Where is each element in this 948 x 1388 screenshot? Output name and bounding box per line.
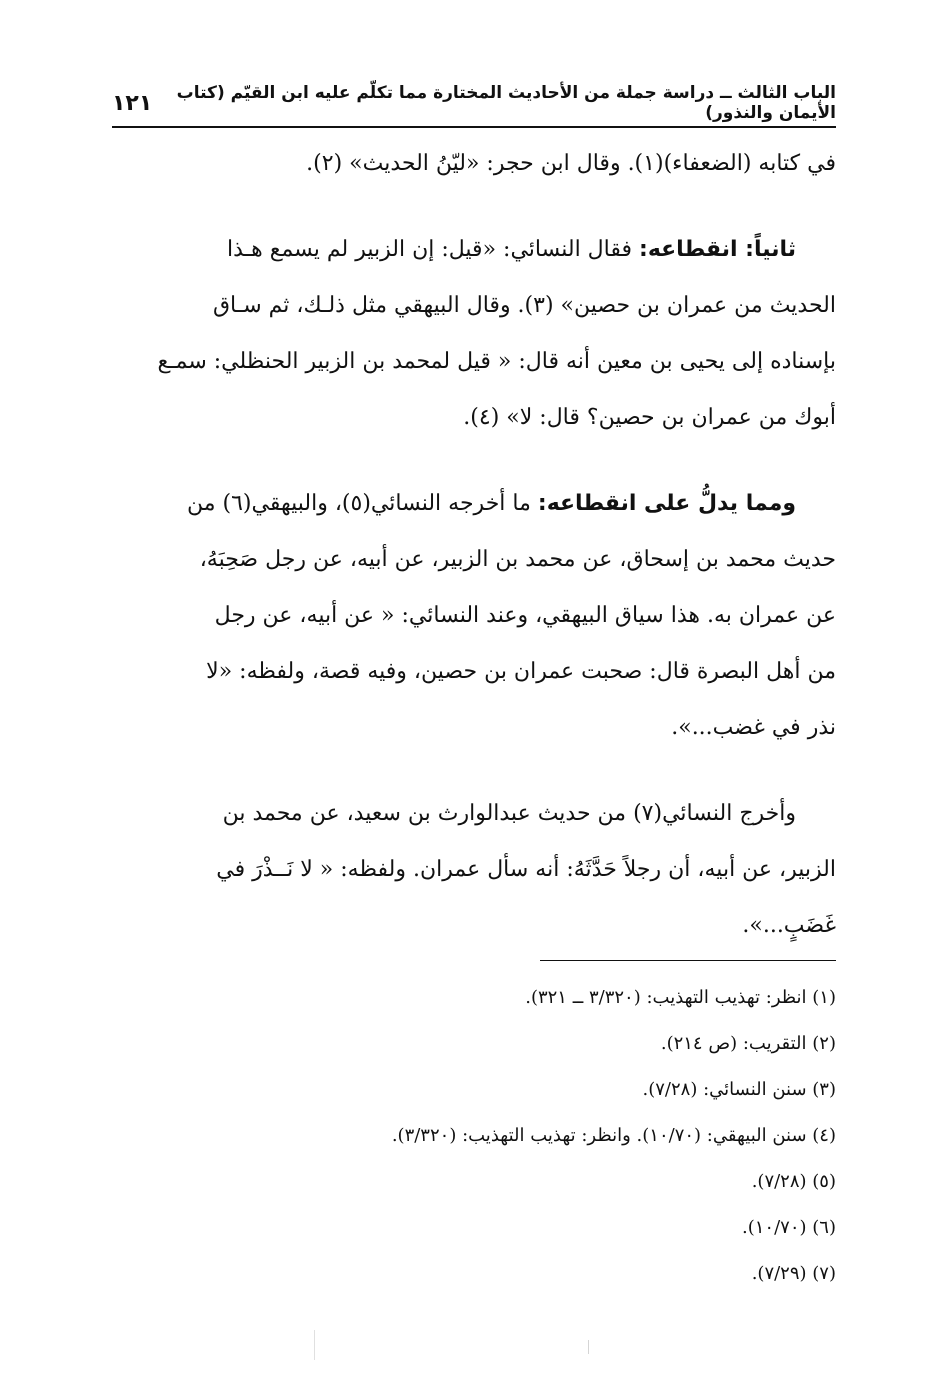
header-rule bbox=[112, 126, 836, 128]
text-line bbox=[126, 222, 836, 278]
text-line: بإسناده إلى يحيى بن معين أنه قال: « قيل لمحمد بن الزبير الحنظلي: سمـع bbox=[157, 349, 836, 374]
header-title: الباب الثالث ــ دراسة جملة من الأحاديث المختارة مما تكلّم عليه ابن القيّم (كتاب الأيمان والنذور) bbox=[176, 83, 836, 123]
footnote: (٣) سنن النسائي: (٧/٢٨). bbox=[642, 1078, 836, 1100]
scan-speck bbox=[588, 1340, 597, 1354]
text-line: عن عمران به. هذا سياق البيهقي، وعند النسائي: « عن أبيه، عن رجل bbox=[214, 603, 836, 628]
text-line: غَضَبٍ...». bbox=[742, 913, 836, 938]
footnote: (١) انظر: تهذيب التهذيب: (٣/٣٢٠ ــ ٣٢١). bbox=[525, 986, 836, 1008]
text-line: وأخرج النسائي(٧) من حديث عبدالوارث بن سعيد، عن محمد بن bbox=[222, 801, 796, 826]
footnote: (٦) (١٠/٧٠). bbox=[742, 1216, 836, 1238]
running-header bbox=[112, 83, 836, 123]
footnotes bbox=[200, 974, 836, 1296]
page-number: ١٢١ bbox=[112, 90, 153, 116]
main-text bbox=[126, 136, 836, 954]
text-line bbox=[126, 476, 836, 532]
section-label: ثانياً: انقطاعه: bbox=[639, 237, 796, 262]
footnote: (٧) (٧/٢٩). bbox=[751, 1262, 836, 1284]
text-line: أبوك من عمران بن حصين؟ قال: لا» (٤). bbox=[463, 405, 836, 430]
text-line: حديث محمد بن إسحاق، عن محمد بن الزبير، عن أبيه، عن رجل صَحِبَهُ، bbox=[199, 547, 836, 572]
text-line: في كتابه (الضعفاء)(١). وقال ابن حجر: «ليّنُ الحديث» (٢). bbox=[306, 151, 836, 176]
text-line: من أهل البصرة قال: صحبت عمران بن حصين، وفيه قصة، ولفظه: «لا bbox=[206, 659, 836, 684]
footnote: (٢) التقريب: (ص ٢١٤). bbox=[660, 1032, 836, 1054]
text-line: نذر في غضب...». bbox=[671, 715, 836, 740]
footnote: (٥) (٧/٢٨). bbox=[751, 1170, 836, 1192]
footnote-rule bbox=[540, 960, 836, 961]
text-span: ما أخرجه النسائي(٥)، والبيهقي(٦) من bbox=[186, 491, 531, 516]
scan-speck bbox=[314, 1330, 315, 1360]
text-line: الزبير، عن أبيه، أن رجلاً حَدَّثَهُ: أنه سأل عمران. ولفظه: « لا نَــذْرَ في bbox=[216, 857, 836, 882]
text-span: فقال النسائي: «قيل: إن الزبير لم يسمع هـذا bbox=[227, 237, 633, 262]
text-line: الحديث من عمران بن حصين» (٣). وقال البيهقي مثل ذلـك، ثم سـاق bbox=[212, 293, 836, 318]
footnote: (٤) سنن البيهقي: (١٠/٧٠). وانظر: تهذيب التهذيب: (٣/٣٢٠). bbox=[391, 1124, 836, 1146]
section-label: ومما يدلُّ على انقطاعه: bbox=[537, 491, 796, 516]
